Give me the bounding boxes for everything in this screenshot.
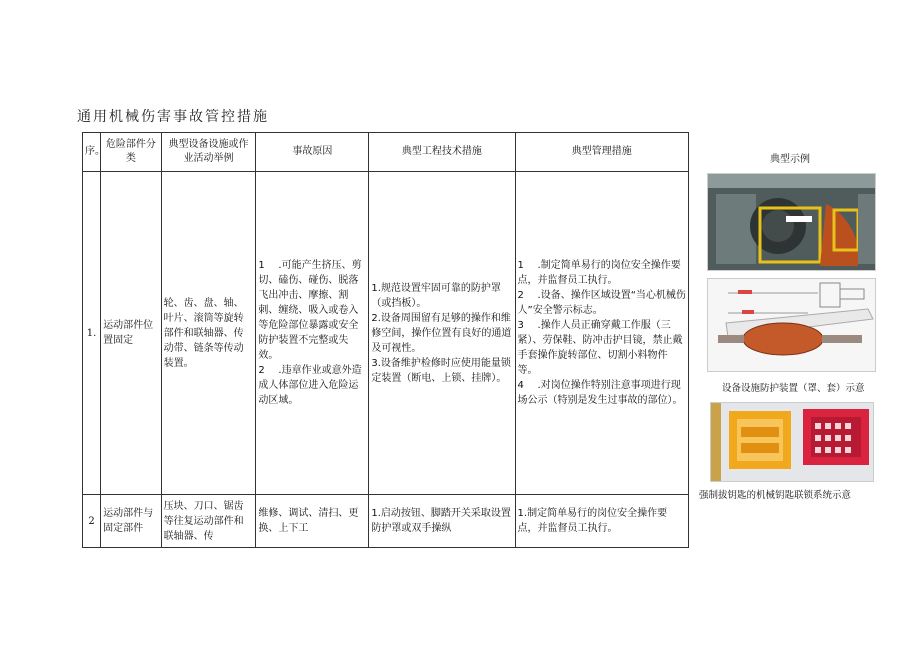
header-equipment: 典型设备设施或作业活动举例: [161, 133, 256, 172]
machine-guard-photo: [707, 173, 876, 271]
row1-management: [515, 172, 688, 495]
header-seq: 序。: [83, 133, 101, 172]
row2-engineering: 1.启动按钮、脚踏开关采取设置防护罩或双手操纵: [369, 495, 515, 548]
header-engineering: 典型工程技术措施: [369, 133, 515, 172]
row2-management: 1.制定简单易行的岗位安全操作要点，并监督员工执行。: [515, 495, 688, 548]
guard-caption: 设备设施防护装置（罩、套）示意: [722, 383, 865, 394]
engineering-item: 1.规范设置牢固可靠的防护罩（或挡板）。: [371, 282, 501, 309]
document-title: 通用机械伤害事故管控措施: [77, 109, 269, 125]
row2-seq: 2: [83, 495, 101, 548]
control-measures-table: [82, 132, 689, 548]
table-row: [83, 495, 689, 548]
row2-part: 运动部件与固定部件: [101, 495, 161, 548]
header-part: 危险部件分类: [101, 133, 161, 172]
table-row: [83, 172, 689, 495]
examples-heading: 典型示例: [770, 154, 810, 165]
interlock-caption: 强制拔钥匙的机械钥匙联锁系统示意: [699, 490, 852, 501]
management-item: 3 .操作人员正确穿戴工作服（三紧）、劳保鞋、防冲击护目镜，禁止戴手套操作旋转部位、切割小料物件等。: [517, 320, 683, 376]
row2-equipment: 压块、刀口、锯齿等往复运动部件和联轴器、传: [161, 495, 256, 548]
row1-seq: 1.: [83, 172, 101, 495]
row1-part: 运动部件位置固定: [101, 172, 161, 495]
management-item: 2 .设备、操作区域设置“当心机械伤人”安全警示标志。: [517, 290, 686, 316]
coupling-cover-diagram: [707, 278, 876, 372]
cause-item: 1 .可能产生挤压、剪切、磕伤、碰伤、脱落飞出冲击、摩擦、割刺、缠绕、吸入或卷入等危险部位暴露或安全防护装置不完整或失效。: [258, 260, 362, 361]
header-management: 典型管理措施: [515, 133, 688, 172]
management-item: 1 .制定简单易行的岗位安全操作要点，并监督员工执行。: [517, 260, 681, 286]
row1-cause: [256, 172, 369, 495]
header-cause: 事故原因: [256, 133, 369, 172]
row1-equipment: 轮、齿、盘、轴、叶片、滚筒等旋转部件和联轴器、传动带、链条等传动装置。: [161, 172, 256, 495]
key-interlock-photo: [710, 402, 874, 482]
row2-cause: 维修、调试、清扫、更换、上下工: [256, 495, 369, 548]
engineering-item: 3.设备维护检修时应使用能量锁定装置（断电、上锁、挂牌）。: [371, 357, 511, 384]
engineering-item: 2.设备周围留有足够的操作和维修空间，操作位置有良好的通道及可视性。: [371, 312, 512, 354]
management-item: 4 .对岗位操作特别注意事项进行现场公示（特别是发生过事故的部位）。: [517, 380, 683, 406]
row1-engineering: [369, 172, 515, 495]
cause-item: 2 .违章作业或意外造成人体部位进入危险运动区域。: [258, 365, 362, 406]
table-header-row: [83, 133, 689, 172]
